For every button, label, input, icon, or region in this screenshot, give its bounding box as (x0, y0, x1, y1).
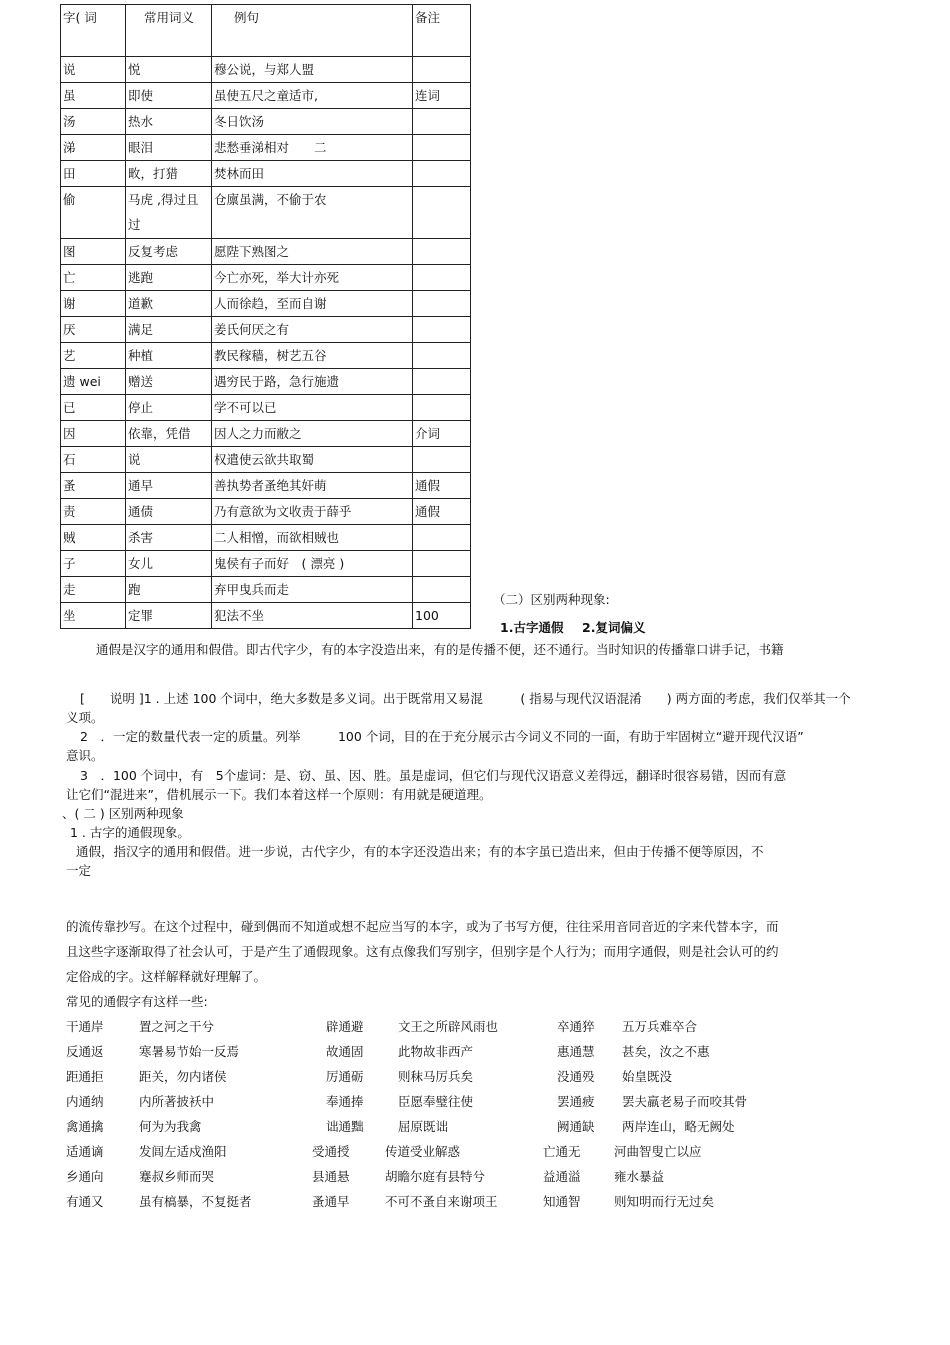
cell-char: 石 (61, 447, 126, 473)
cell-note: 通假 (413, 499, 471, 525)
list-item (0, 1192, 950, 1212)
cell-char: 贼 (61, 525, 126, 551)
cell-char: 厌 (61, 317, 126, 343)
tongjia-char: 诎通黜 (326, 1119, 364, 1134)
cell-char: 艺 (61, 343, 126, 369)
cell-char: 因 (61, 421, 126, 447)
cell-char: 蚤 (61, 473, 126, 499)
tongjia-example: 两岸连山，略无阙处 (622, 1119, 735, 1134)
table-row (61, 499, 471, 525)
table-row (61, 551, 471, 577)
paragraph-2: 的流传靠抄写。在这个过程中，碰到偶而不知道或想不起应当写的本字，或为了书写方便，往往采用音同音近的字来代替本字，而 (66, 919, 779, 934)
cell-note (413, 343, 471, 369)
tongjia-example: 胡瞻尔庭有县特兮 (385, 1169, 486, 1184)
cell-meaning: 反复考虑 (126, 239, 212, 265)
cell-char: 已 (61, 395, 126, 421)
header-meaning: 常用词义 (126, 5, 212, 57)
table-header-row (61, 5, 471, 57)
table-row (61, 135, 471, 161)
paragraph-2-line-2: 且这些字逐渐取得了社会认可，于是产生了通假现象。这有点像我们写别字，但别字是个人行为；而用字通假，则是社会认可的约 (66, 944, 779, 959)
cell-meaning: 满足 (126, 317, 212, 343)
tongjia-example: 何为为我禽 (139, 1119, 202, 1134)
cell-note (413, 551, 471, 577)
list-item (0, 1117, 950, 1137)
cell-meaning: 道歉 (126, 291, 212, 317)
table-row (61, 447, 471, 473)
header-char: 字( 词 (61, 5, 126, 57)
cell-note (413, 317, 471, 343)
cell-note (413, 57, 471, 83)
cell-meaning: 停止 (126, 395, 212, 421)
table-row (61, 291, 471, 317)
list-item (0, 1167, 950, 1187)
side-heading: （二）区别两种现象: (493, 592, 610, 607)
cell-char: 谢 (61, 291, 126, 317)
table-row (61, 577, 471, 603)
tongjia-example: 屈原既诎 (398, 1119, 449, 1134)
vocab-table (60, 4, 471, 629)
side-item-1: 1.古字通假 (500, 620, 564, 635)
tongjia-example: 不可不蚤自来谢项王 (385, 1194, 498, 1209)
list-item (0, 1092, 950, 1112)
tongjia-example: 雍水暴益 (614, 1169, 665, 1184)
cell-char: 亡 (61, 265, 126, 291)
tongjia-example: 甚矣，汝之不惠 (622, 1044, 710, 1059)
cell-note (413, 161, 471, 187)
tongjia-example: 则知明而行无过矣 (614, 1194, 715, 1209)
cell-example: 弃甲曳兵而走 (212, 577, 413, 603)
cell-meaning: 跑 (126, 577, 212, 603)
tongjia-char: 有通又 (66, 1194, 104, 1209)
cell-example: 二人相憎，而欲相贼也 (212, 525, 413, 551)
note-2: 2 ．一定的数量代表一定的质量。列举 100 个词，目的在于充分展示古今词义不同的一面，有助于牢固树立“避开现代汉语” (80, 729, 804, 744)
tongjia-example: 始皇既没 (622, 1069, 673, 1084)
cell-example: 仓廪虽满，不偷于农 (212, 187, 413, 239)
cell-char: 涕 (61, 135, 126, 161)
subsection-heading: 1 . 古字的通假现象。 (70, 825, 190, 840)
table-row (61, 57, 471, 83)
cell-char: 走 (61, 577, 126, 603)
table-row (61, 83, 471, 109)
cell-note: 介词 (413, 421, 471, 447)
cell-note: 通假 (413, 473, 471, 499)
cell-example: 乃有意欲为文收责于薛乎 (212, 499, 413, 525)
tongjia-example: 五万兵难卒合 (622, 1019, 698, 1034)
cell-example: 人而徐趋，至而自谢 (212, 291, 413, 317)
tongjia-char: 阙通缺 (557, 1119, 595, 1134)
cell-meaning: 通债 (126, 499, 212, 525)
list-item (0, 1042, 950, 1062)
tongjia-example: 则秣马厉兵矣 (398, 1069, 474, 1084)
table-row (61, 343, 471, 369)
cell-note (413, 239, 471, 265)
paragraph-1: 通假是汉字的通用和假借。即古代字少，有的本字没造出来，有的是传播不便，还不通行。当时知识的传播靠口讲手记，书籍 (96, 642, 784, 657)
table-row (61, 525, 471, 551)
list-intro: 常见的通假字有这样一些: (66, 994, 208, 1009)
side-item-2: 2.复词偏义 (582, 620, 646, 635)
cell-example: 鬼侯有子而好 ( 漂亮 ) (212, 551, 413, 577)
tongjia-char: 亡通无 (543, 1144, 581, 1159)
cell-example: 遇穷民于路，急行施遗 (212, 369, 413, 395)
cell-example: 今亡亦死，举大计亦死 (212, 265, 413, 291)
cell-meaning: 马虎 ,得过且过 (126, 187, 212, 239)
tongjia-char: 益通溢 (543, 1169, 581, 1184)
tongjia-example: 置之河之干兮 (139, 1019, 215, 1034)
cell-note: 100 (413, 603, 471, 629)
cell-example: 因人之力而敝之 (212, 421, 413, 447)
section-heading: 、( 二 ) 区别两种现象 (62, 806, 184, 821)
cell-char: 汤 (61, 109, 126, 135)
cell-example: 穆公说，与郑人盟 (212, 57, 413, 83)
tongjia-example: 距关，勿内诸侯 (139, 1069, 227, 1084)
tongjia-char: 蚤通早 (312, 1194, 350, 1209)
tongjia-char: 适通谪 (66, 1144, 104, 1159)
cell-note (413, 447, 471, 473)
cell-note: 连词 (413, 83, 471, 109)
cell-note (413, 525, 471, 551)
tongjia-char: 惠通慧 (557, 1044, 595, 1059)
cell-note (413, 577, 471, 603)
cell-note (413, 395, 471, 421)
list-item (0, 1142, 950, 1162)
tongjia-example: 内所著披袄中 (139, 1094, 215, 1109)
table-row (61, 395, 471, 421)
tongjia-char: 厉通砺 (326, 1069, 364, 1084)
cell-meaning: 悦 (126, 57, 212, 83)
cell-meaning: 种植 (126, 343, 212, 369)
cell-meaning: 定罪 (126, 603, 212, 629)
cell-char: 责 (61, 499, 126, 525)
tongjia-example: 蹇叔乡师而哭 (139, 1169, 215, 1184)
note-1-cont: 义项。 (66, 710, 104, 725)
cell-char: 田 (61, 161, 126, 187)
cell-char: 子 (61, 551, 126, 577)
list-item (0, 1067, 950, 1087)
cell-meaning: 赠送 (126, 369, 212, 395)
table-row (61, 109, 471, 135)
note-3: 3 ．100 个词中，有 5个虚词：是、窃、虽、因、胜。虽是虚词，但它们与现代汉语意义差得远，翻译时很容易错，因而有意 (80, 768, 787, 783)
cell-char: 遗 wei (61, 369, 126, 395)
cell-meaning: 畋，打猎 (126, 161, 212, 187)
definition: 通假，指汉字的通用和假借。进一步说，古代字少，有的本字还没造出来；有的本字虽已造出来，但由于传播不便等原因，不 (76, 844, 764, 859)
table-row (61, 473, 471, 499)
table-row (61, 187, 471, 239)
cell-meaning: 逃跑 (126, 265, 212, 291)
cell-char: 虽 (61, 83, 126, 109)
header-example: 例句 (212, 5, 413, 57)
tongjia-char: 干通岸 (66, 1019, 104, 1034)
table-row (61, 603, 471, 629)
cell-meaning: 热水 (126, 109, 212, 135)
table-row (61, 369, 471, 395)
list-item (0, 1017, 950, 1037)
tongjia-char: 受通授 (312, 1144, 350, 1159)
tongjia-char: 乡通向 (66, 1169, 104, 1184)
cell-example: 犯法不坐 (212, 603, 413, 629)
tongjia-char: 知通智 (543, 1194, 581, 1209)
tongjia-example: 臣愿奉璧往使 (398, 1094, 474, 1109)
cell-example: 冬日饮汤 (212, 109, 413, 135)
cell-example: 愿陛下熟图之 (212, 239, 413, 265)
tongjia-example: 传道受业解惑 (385, 1144, 461, 1159)
tongjia-char: 奉通捧 (326, 1094, 364, 1109)
tongjia-char: 没通殁 (557, 1069, 595, 1084)
cell-meaning: 通早 (126, 473, 212, 499)
cell-note (413, 135, 471, 161)
cell-meaning: 眼泪 (126, 135, 212, 161)
cell-meaning: 女儿 (126, 551, 212, 577)
tongjia-example: 罢夫羸老易子而咬其骨 (622, 1094, 748, 1109)
cell-example: 善执势者蚤绝其奸萌 (212, 473, 413, 499)
tongjia-char: 县通悬 (312, 1169, 350, 1184)
cell-note (413, 187, 471, 239)
tongjia-char: 内通纳 (66, 1094, 104, 1109)
paragraph-2-line-3: 定俗成的字。这样解释就好理解了。 (66, 969, 267, 984)
table-row (61, 421, 471, 447)
tongjia-example: 发闾左适戍渔阳 (139, 1144, 227, 1159)
table-row (61, 317, 471, 343)
cell-char: 偷 (61, 187, 126, 239)
cell-note (413, 369, 471, 395)
cell-example: 虽使五尺之童适市, (212, 83, 413, 109)
tongjia-example: 寒暑易节始一反焉 (139, 1044, 240, 1059)
tongjia-example: 虽有槁暴，不复挺者 (139, 1194, 252, 1209)
cell-char: 坐 (61, 603, 126, 629)
table-row (61, 265, 471, 291)
tongjia-char: 反通返 (66, 1044, 104, 1059)
cell-meaning: 即使 (126, 83, 212, 109)
tongjia-char: 罢通疲 (557, 1094, 595, 1109)
cell-note (413, 109, 471, 135)
cell-char: 说 (61, 57, 126, 83)
tongjia-char: 禽通擒 (66, 1119, 104, 1134)
definition-cont: 一定 (66, 863, 92, 878)
cell-meaning: 依靠，凭借 (126, 421, 212, 447)
note-1: [ 说明 ]1 . 上述 100 个词中，绝大多数是多义词。出于既常用又易混 ( 指易与现代汉语混淆 ) 两方面的考虑，我们仅举其一个 (80, 691, 851, 706)
cell-note (413, 291, 471, 317)
header-note: 备注 (413, 5, 471, 57)
tongjia-char: 故通固 (326, 1044, 364, 1059)
cell-char: 图 (61, 239, 126, 265)
cell-example: 悲愁垂涕相对 二 (212, 135, 413, 161)
cell-example: 姜氏何厌之有 (212, 317, 413, 343)
tongjia-char: 卒通猝 (557, 1019, 595, 1034)
note-3-cont: 让它们“混进来”，借机展示一下。我们本着这样一个原则：有用就是硬道理。 (66, 787, 492, 802)
tongjia-example: 河曲智叟亡以应 (614, 1144, 702, 1159)
tongjia-example: 文王之所辟风雨也 (398, 1019, 499, 1034)
table-row (61, 239, 471, 265)
tongjia-char: 辟通避 (326, 1019, 364, 1034)
cell-example: 权遣使云欲共取蜀 (212, 447, 413, 473)
tongjia-char: 距通拒 (66, 1069, 104, 1084)
cell-meaning: 杀害 (126, 525, 212, 551)
cell-meaning: 说 (126, 447, 212, 473)
cell-example: 教民稼穑，树艺五谷 (212, 343, 413, 369)
cell-note (413, 265, 471, 291)
note-2-cont: 意识。 (66, 748, 104, 763)
cell-example: 焚林而田 (212, 161, 413, 187)
table-row (61, 161, 471, 187)
cell-example: 学不可以已 (212, 395, 413, 421)
tongjia-example: 此物故非西产 (398, 1044, 474, 1059)
